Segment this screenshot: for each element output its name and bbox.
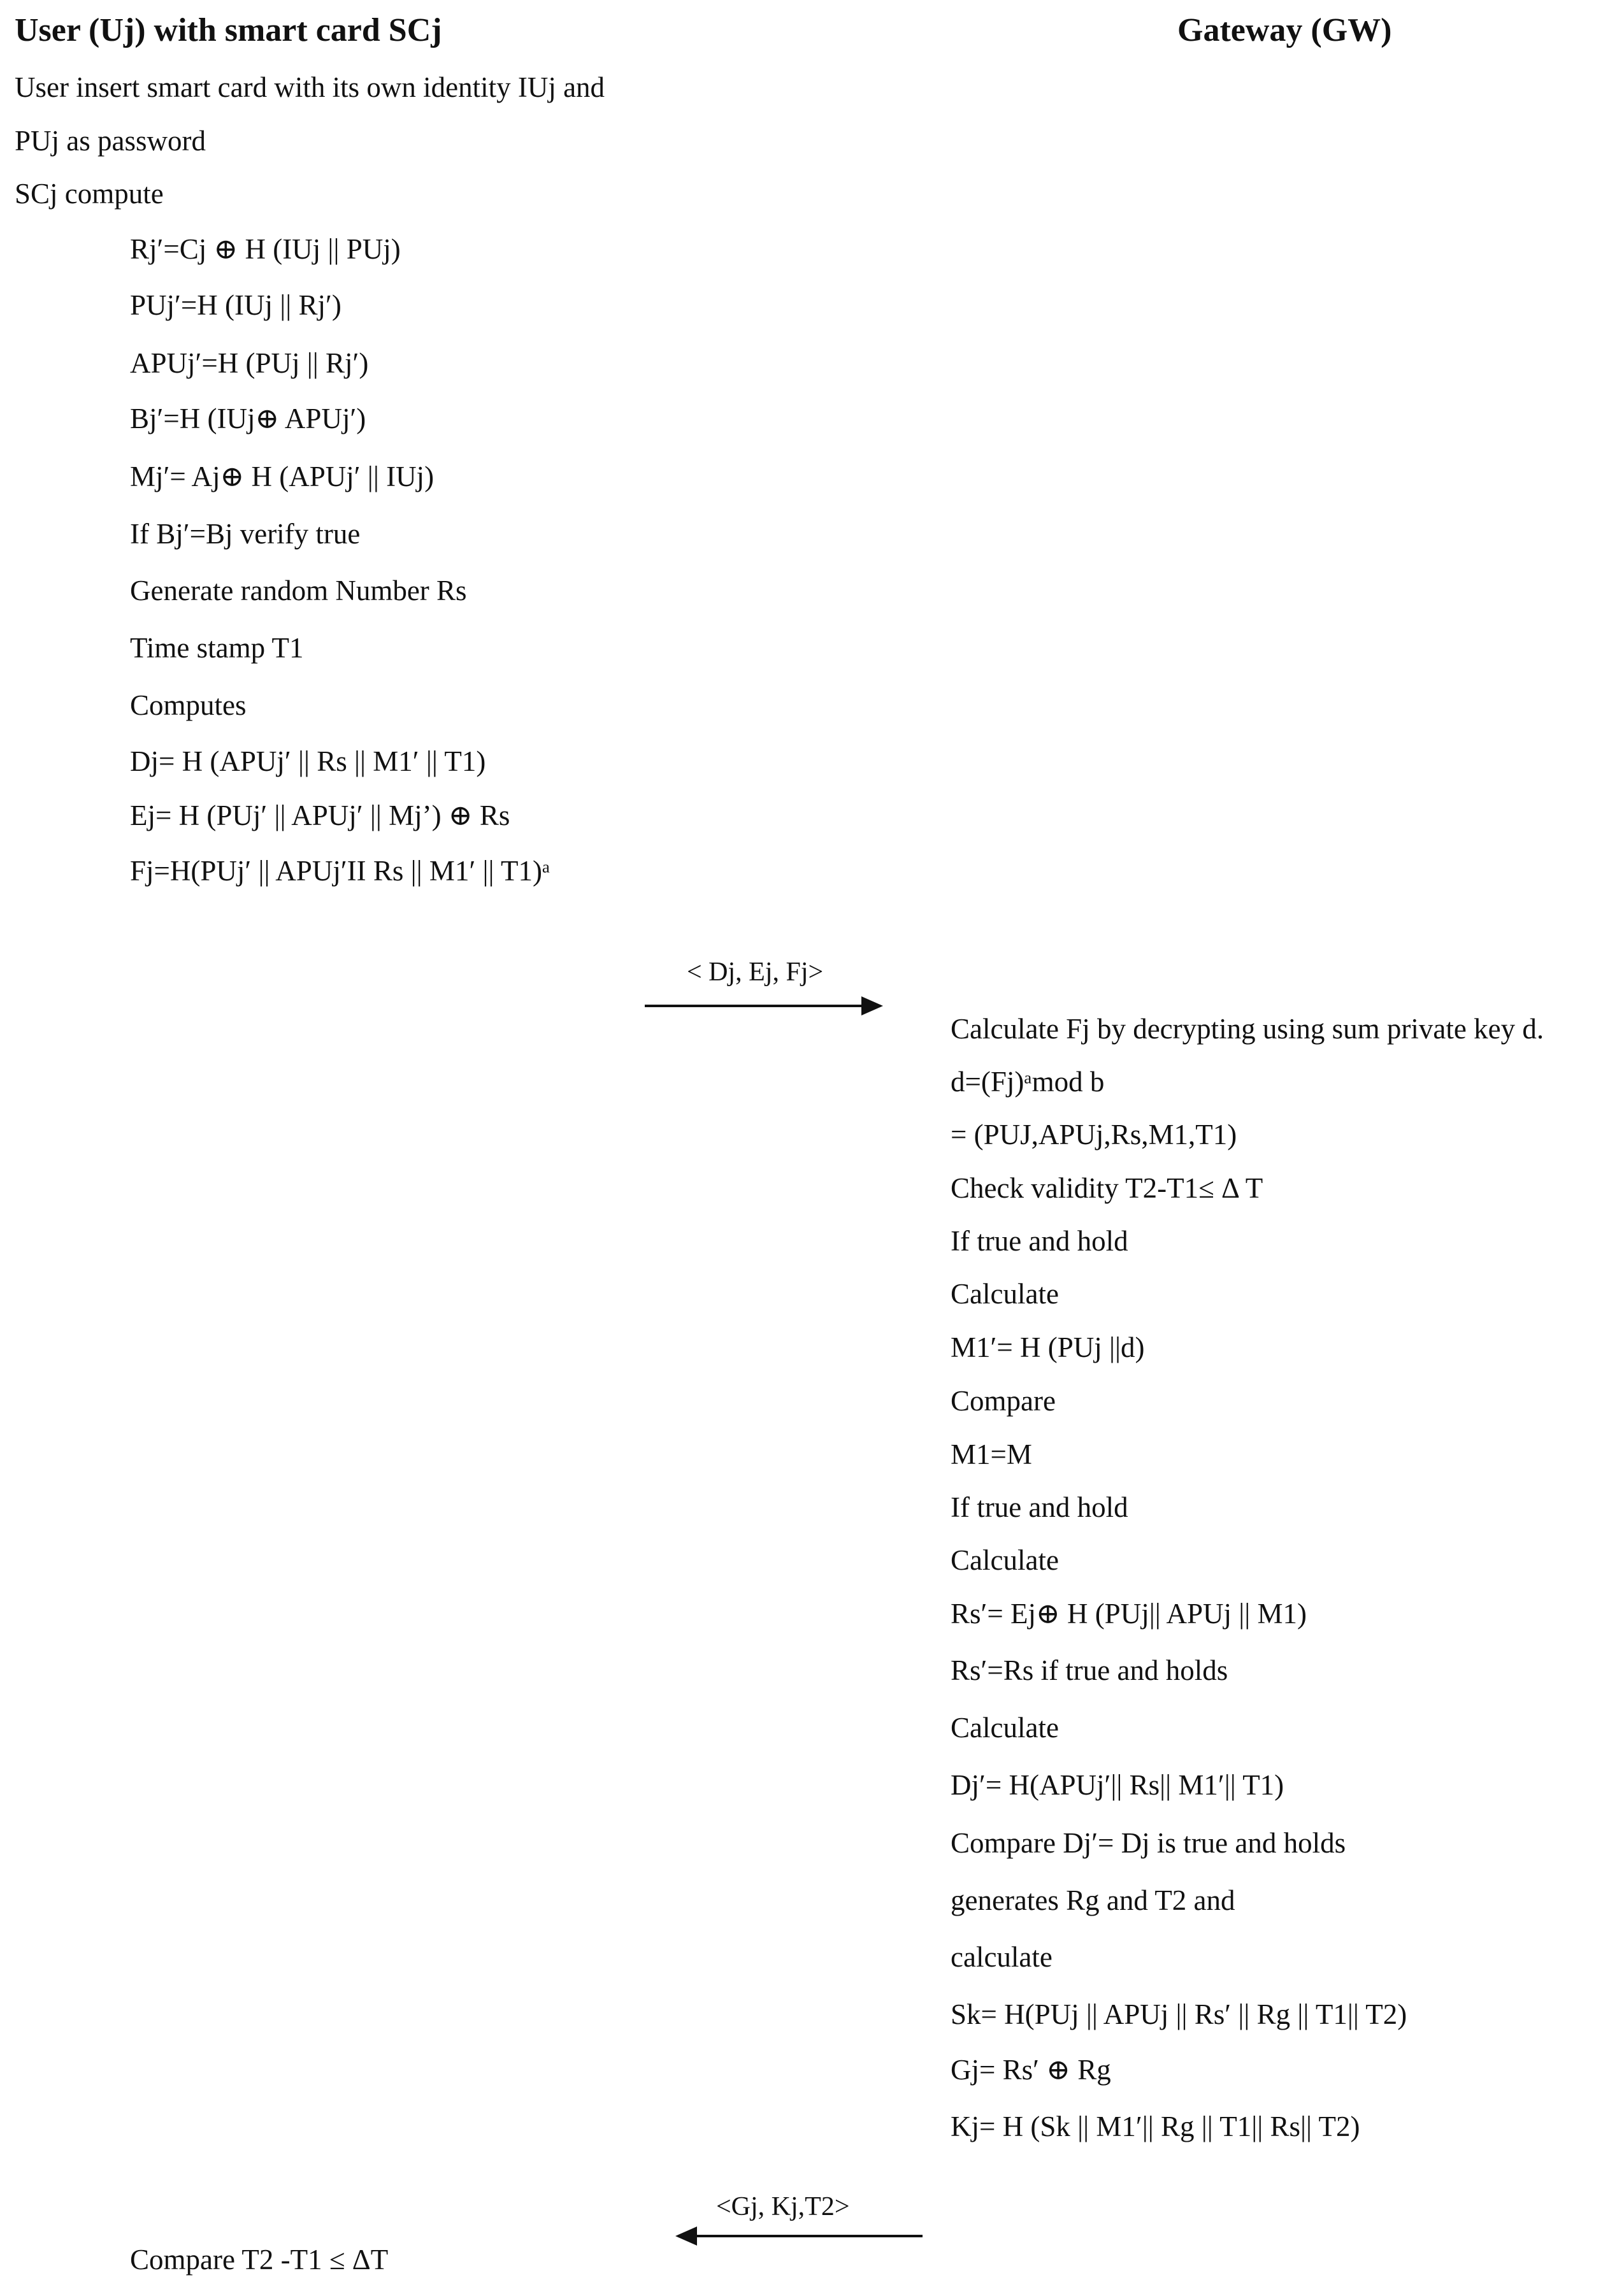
- user-formula: Ej= H (PUj′ || APUj′ || Mj’) ⊕ Rs: [130, 799, 510, 831]
- gateway-step: If true and hold: [951, 1225, 1128, 1257]
- gateway-step: calculate: [951, 1941, 1053, 1973]
- user-formula: Rj′=Cj ⊕ H (IUj || PUj): [130, 233, 401, 265]
- user-column-header: User (Uj) with smart card SCj: [15, 12, 442, 48]
- user-formula: Fj=H(PUj′ || APUj′II Rs || M1′ || T1)ᵃ: [130, 855, 550, 887]
- user-step: Computes: [130, 689, 247, 721]
- gateway-formula: Sk= H(PUj || APUj || Rs′ || Rg || T1|| T2): [951, 1998, 1407, 2030]
- gateway-column-header: Gateway (GW): [1177, 12, 1392, 48]
- user-formula: Mj′= Aj⊕ H (APUj′ || IUj): [130, 461, 435, 492]
- message-1-label: < Dj, Ej, Fj>: [687, 957, 824, 987]
- user-step: Time stamp T1: [130, 632, 304, 664]
- gateway-formula: = (PUJ,APUj,Rs,M1,T1): [951, 1119, 1237, 1151]
- user-formula: APUj′=H (PUj || Rj′): [130, 347, 369, 379]
- gateway-formula: d=(Fj)ᵃmod b: [951, 1066, 1105, 1098]
- user-final-step: Compare T2 -T1 ≤ ΔT: [130, 2244, 389, 2276]
- gateway-formula: M1=M: [951, 1438, 1032, 1470]
- user-step: SCj compute: [15, 178, 164, 210]
- gateway-formula: M1′= H (PUj ||d): [951, 1331, 1145, 1363]
- gateway-step: If true and hold: [951, 1491, 1128, 1523]
- gateway-step: Calculate: [951, 1712, 1059, 1744]
- gateway-step: Calculate: [951, 1544, 1059, 1576]
- user-step: PUj as password: [15, 125, 206, 157]
- user-step: User insert smart card with its own identity IUj and: [15, 71, 605, 103]
- gateway-formula: Kj= H (Sk || M1′|| Rg || T1|| Rs|| T2): [951, 2111, 1360, 2142]
- gateway-step: Rs′=Rs if true and holds: [951, 1654, 1228, 1686]
- user-formula: PUj′=H (IUj || Rj′): [130, 289, 341, 321]
- user-step: If Bj′=Bj verify true: [130, 518, 361, 550]
- gateway-formula: Rs′= Ej⊕ H (PUj|| APUj || M1): [951, 1598, 1307, 1630]
- gateway-step: Calculate: [951, 1278, 1059, 1310]
- gateway-step: Compare: [951, 1385, 1056, 1417]
- message-2-label: <Gj, Kj,T2>: [716, 2192, 850, 2221]
- gateway-step: generates Rg and T2 and: [951, 1884, 1235, 1916]
- gateway-step: Check validity T2-T1≤ Δ T: [951, 1172, 1263, 1204]
- right-arrow-icon: [645, 1005, 880, 1007]
- user-step: Generate random Number Rs: [130, 575, 467, 606]
- user-formula: Dj= H (APUj′ || Rs || M1′ || T1): [130, 745, 486, 777]
- gateway-formula: Gj= Rs′ ⊕ Rg: [951, 2054, 1111, 2086]
- gateway-step: Compare Dj′= Dj is true and holds: [951, 1827, 1346, 1859]
- gateway-step: Calculate Fj by decrypting using sum private key d.: [951, 1013, 1544, 1045]
- left-arrow-icon: [678, 2235, 923, 2237]
- gateway-formula: Dj′= H(APUj′|| Rs|| M1′|| T1): [951, 1769, 1284, 1801]
- user-formula: Bj′=H (IUj⊕ APUj′): [130, 403, 366, 434]
